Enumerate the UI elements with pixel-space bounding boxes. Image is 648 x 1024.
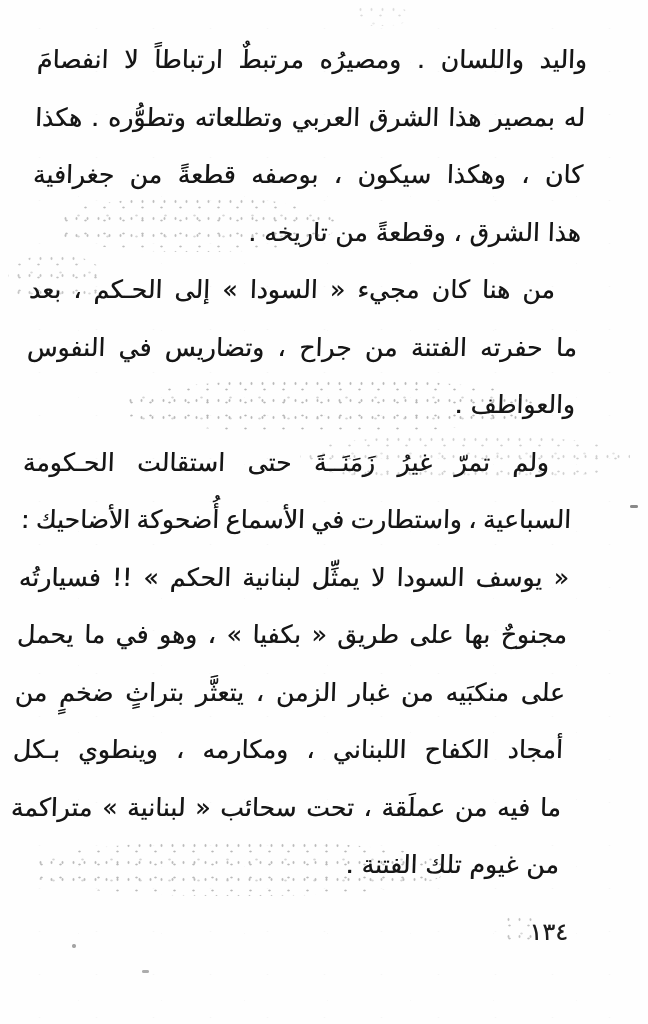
word: ، [175,735,185,764]
word: !! [111,562,133,592]
word: فيه [496,792,531,822]
word: بوصفه [250,160,319,189]
word: الشرق [368,102,440,132]
word: » [142,562,160,592]
word: وتضاريس [164,332,265,362]
page-number: ١٣٤ [529,918,568,946]
word: وتطوُّره [107,102,187,132]
word: بـكل [12,735,61,764]
word: ، [467,505,478,534]
word: مجنوحٌ [500,620,568,649]
word: غبار [348,677,390,707]
word: هكذا [34,102,83,132]
word: سيكون [357,160,432,189]
stray-mark [72,944,76,948]
word: واستطارت [350,505,463,534]
word: » [221,275,239,304]
word: سحائب [219,792,298,822]
stray-mark [630,505,638,508]
text-line [28,261,580,319]
word: في [310,505,345,534]
word: يحمل [16,620,75,649]
text-block [8,31,588,894]
word: استقالت [136,447,226,477]
word: أمجاد [507,735,564,764]
word: السودا [396,562,465,592]
word: عملَقة [381,792,446,822]
word: بعد [28,275,62,304]
word: ومكارمه [202,735,289,764]
word: في [115,620,150,649]
word: » [101,792,118,822]
word: يوسف [475,562,543,592]
word: تحت [305,792,355,822]
word: ما [555,332,578,362]
word: من [14,677,48,707]
text-line [26,319,578,377]
text-line: هذا الشرق ، وقطعةً من تاريخه . [247,217,582,247]
word: انفصامَ [36,45,109,74]
word: ، [306,735,316,764]
word: بمصير [489,102,556,132]
word: السودا [249,275,319,304]
word: هنا [481,275,511,304]
word: ضخمٍ [58,677,114,707]
word: ومصيرُه [319,45,402,74]
text-line [34,89,586,147]
text-line [20,491,572,549]
word: ، [520,160,531,189]
word: : [20,505,30,534]
word: حتى [247,447,292,477]
word: وهو [158,620,198,649]
word: قطعةً [177,160,237,189]
word: ارتباطاً [153,45,224,74]
word: الكفاح [424,735,490,764]
word: كان [544,160,584,189]
word: . [90,102,100,132]
word: « [329,275,346,304]
word: النفوس [26,332,106,362]
scan-smudge [350,6,410,26]
text-line [16,606,568,664]
text-line: والعواطف . [454,390,576,419]
word: غيرُ [397,447,433,477]
word: لبنانية [126,792,186,822]
word: له [563,102,586,132]
word: لا [370,562,386,592]
word: هذا [447,102,482,132]
word: واليد [539,45,588,74]
word: إلى [174,275,211,304]
word: طريق [336,620,400,649]
text-line [10,779,562,837]
word: » [225,620,243,649]
word: وتطلعاته [194,102,284,132]
word: مجيء [356,275,421,304]
word: لا [123,45,139,74]
word: ، [333,160,343,189]
word: ما [539,792,562,822]
word: على [520,677,566,707]
word: واللسان [440,45,525,74]
word: يمثِّل [311,562,361,592]
word: تمرّ [454,447,491,477]
word: من [129,160,163,189]
word: لبنانية [241,562,302,592]
word: الحكم [169,562,232,592]
word: الحـكومة [22,447,116,477]
word: ، [255,677,265,707]
word: ، [363,792,373,822]
word: من [364,332,399,362]
word: الزمن [275,677,338,707]
word: على [408,620,455,649]
text-line [36,31,588,89]
word: « [311,620,328,649]
text-line [14,664,566,722]
word: . [416,45,426,74]
word: من [522,275,556,304]
word: الفتنة [410,332,468,362]
word: منكبَيه [445,677,510,707]
word: مرتبطٌ [238,45,305,74]
word: بها [463,620,491,649]
word: « [553,562,570,592]
word: جغرافية [32,160,115,189]
text-line: من غيوم تلك الفتنة . [345,850,560,879]
text-line [12,721,564,779]
word: في [118,332,153,362]
word: كان [431,275,471,304]
word: بكفيا [251,620,302,649]
word: يتعثَّر [195,677,245,707]
word: « [194,792,212,822]
word: من [454,792,488,822]
word: الحـكم [93,275,163,304]
word: زَمَنَــةَ [313,447,376,477]
text-line [22,434,574,492]
word: بتراثٍ [124,677,185,707]
word: ، [207,620,217,649]
word: الأضاحيك [35,505,131,534]
word: وينطوي [77,735,159,764]
word: فسيارتُه [18,562,102,592]
word: وهكذا [446,160,507,189]
word: ولم [512,447,550,477]
stray-mark [142,970,149,973]
word: جراح [298,332,353,362]
text-line [32,146,584,204]
word: ، [277,332,287,362]
word: حفرته [479,332,543,362]
word: ما [83,620,106,649]
word: السباعية [482,505,572,534]
word: من [400,677,435,707]
word: اللبناني [332,735,407,764]
word: متراكمة [10,792,93,822]
word: ، [72,275,83,304]
text-line [18,549,570,607]
word: أُضحوكة [136,505,220,534]
word: العربي [291,102,361,132]
word: الأسماع [225,505,306,534]
